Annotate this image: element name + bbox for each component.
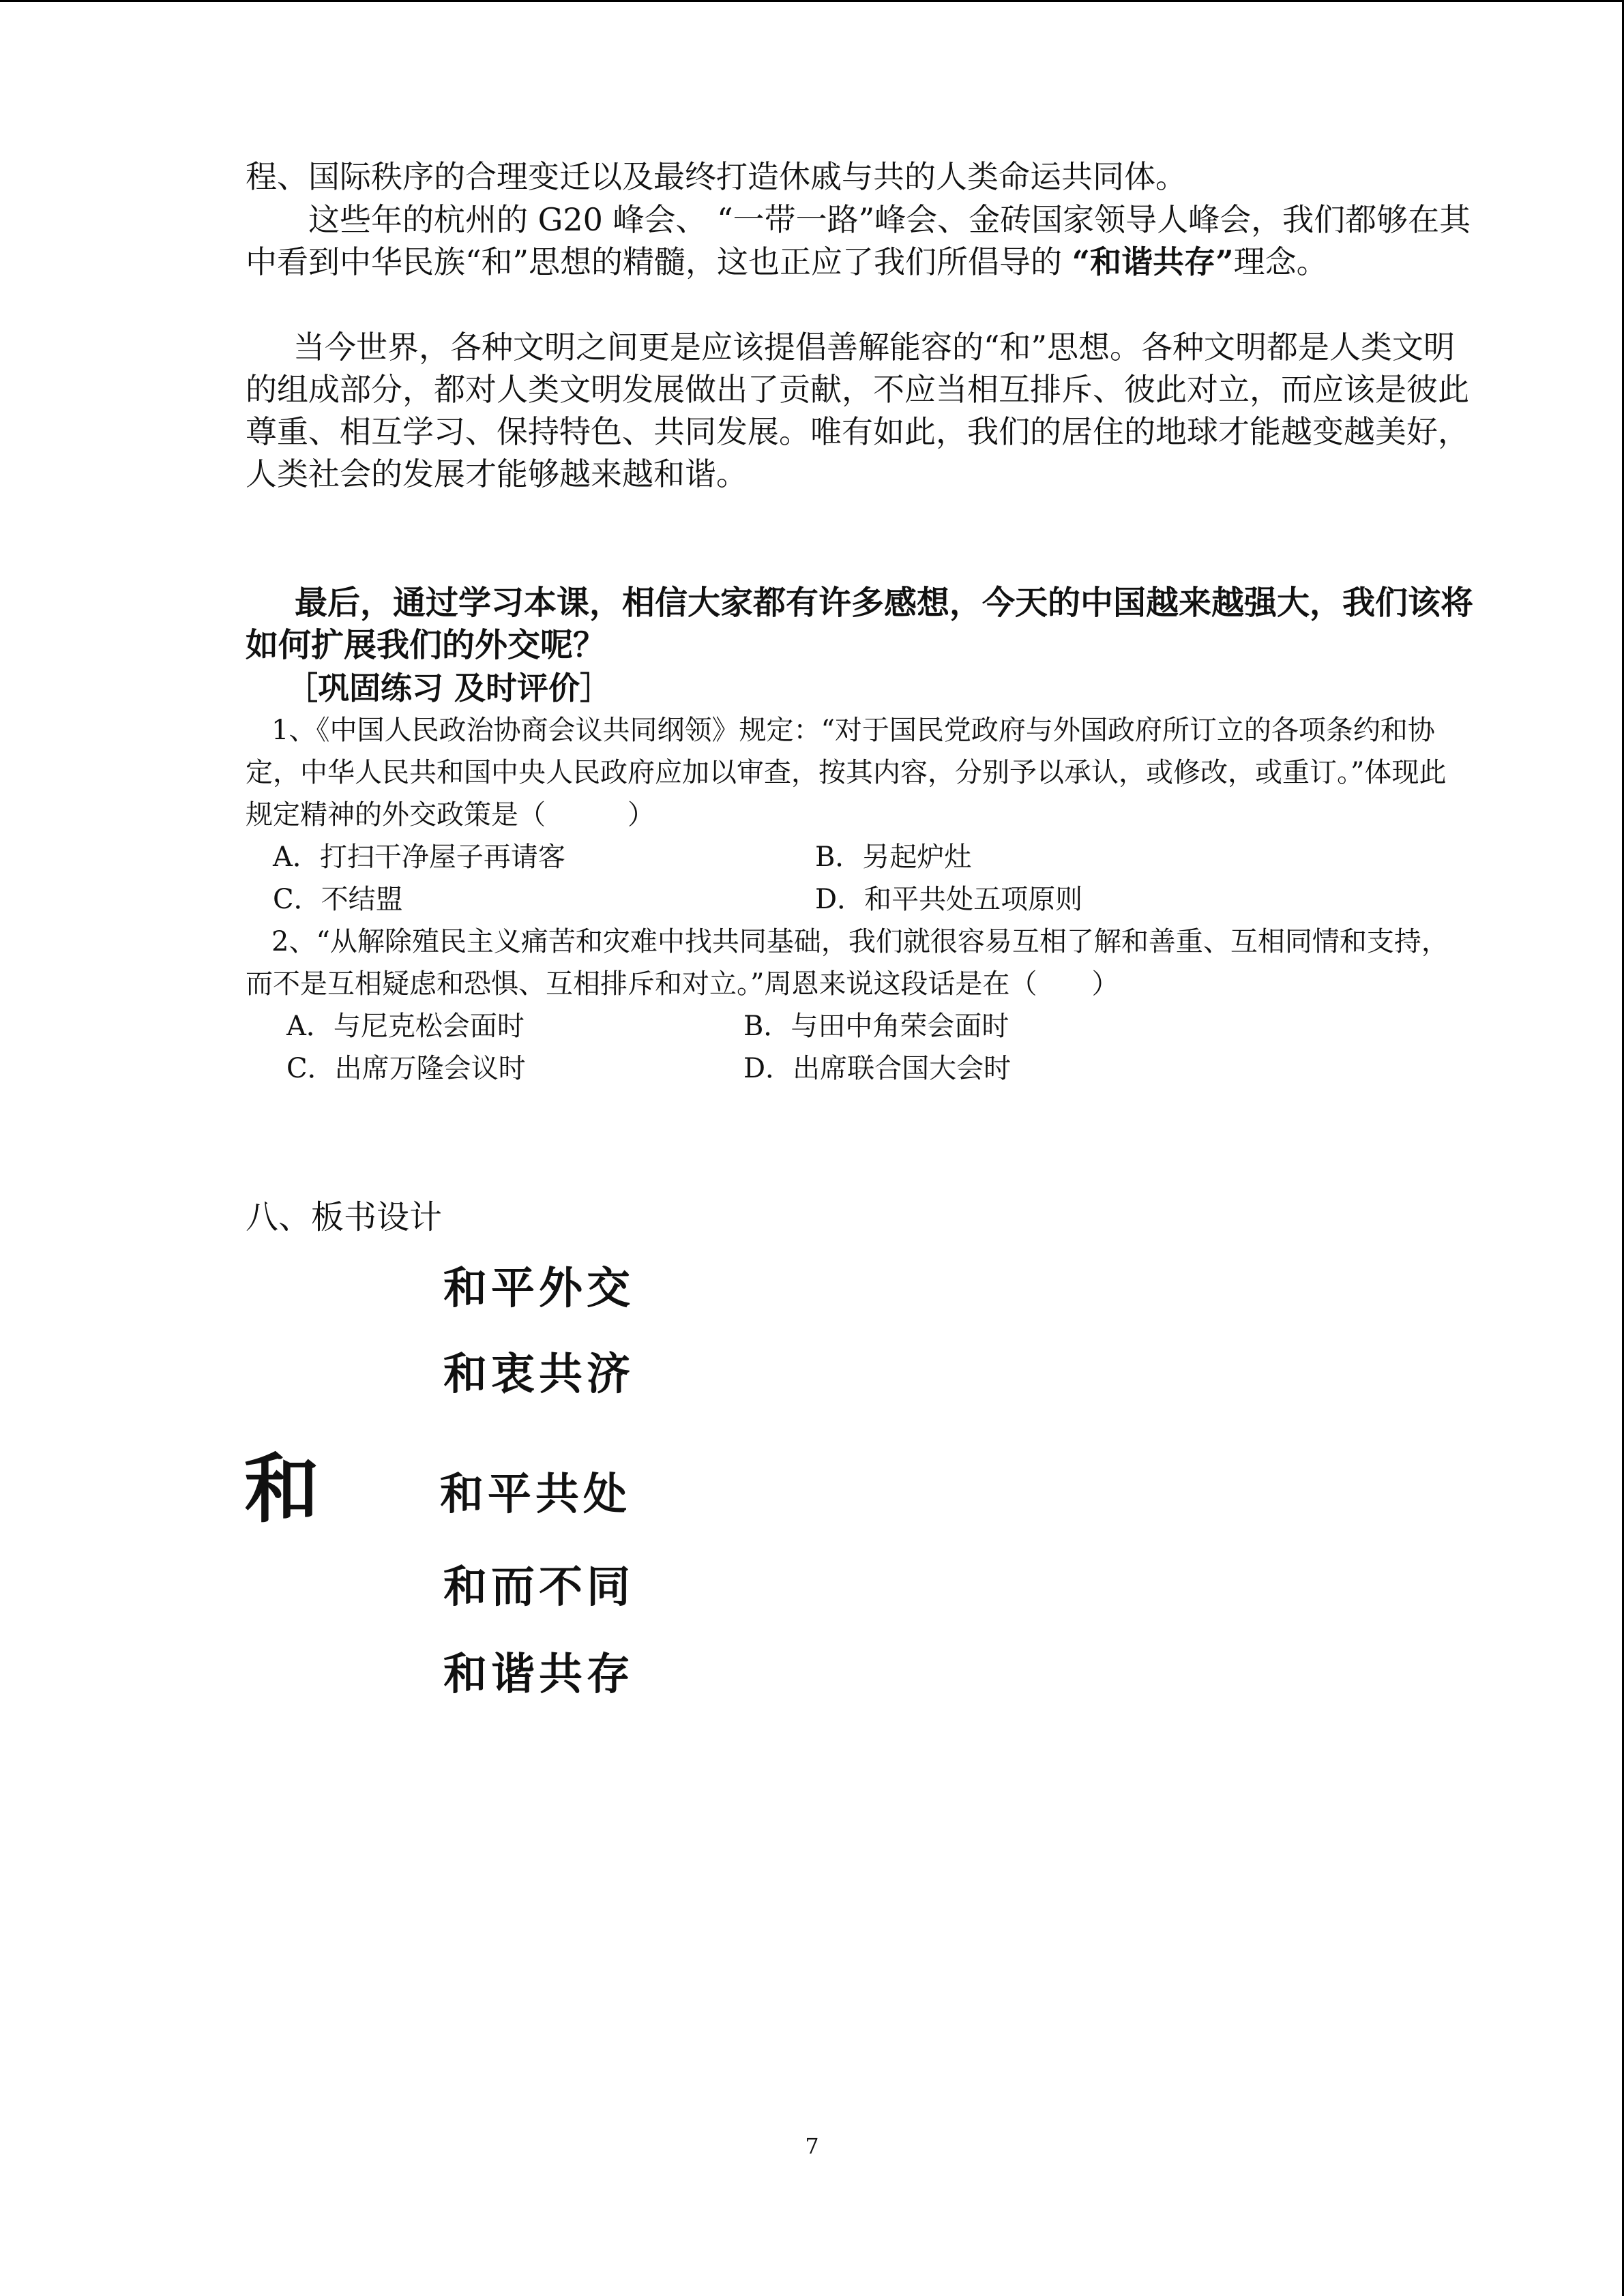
paragraph-2-tail: 理念。	[1233, 243, 1328, 280]
q1-option-c: C．不结盟	[273, 884, 403, 915]
board-item-1: 和平外交	[443, 1263, 634, 1314]
paragraph-1: 程、国际秩序的合理变迁以及最终打造休戚与共的人类命运共同体。	[246, 158, 1187, 195]
q1-option-d: D．和平共处五项原则	[815, 884, 1083, 915]
page-number: 7	[805, 2133, 819, 2159]
board-item-4: 和而不同	[443, 1562, 634, 1613]
q2-option-c: C．出席万隆会议时	[286, 1053, 526, 1084]
board-item-5: 和谐共存	[443, 1649, 634, 1700]
board-item-3: 和平共处	[440, 1469, 631, 1520]
paragraph-2-bold: “和谐共存”	[1072, 243, 1234, 280]
closing-question: 最后，通过学习本课，相信大家都有许多感想，今天的中国越来越强大，我们该将如何扩展我们的外交呢？	[246, 584, 1474, 664]
q1-option-a: A．打扫干净屋子再请客	[273, 841, 565, 873]
paragraph-2-text: 这些年的杭州的 G20 峰会、 “一带一路”峰会、金砖国家领导人峰会，我们都够在其中看到中华民族“和”思想的精髓，这也正应了我们所倡导的	[246, 201, 1471, 280]
q1-option-b: B．另起炉灶	[815, 841, 972, 873]
paragraph-2	[246, 198, 1473, 283]
question-1: 1、《中国人民政治协商会议共同纲领》规定：“对于国民党政府与外国政府所订立的各项条约和协定，中华人民共和国中央人民政府应加以审查，按其内容，分别予以承认，或修改，或重订。”体现此规定精神的外交政策是（ ）	[246, 715, 1447, 831]
question-2: 2、“从解除殖民主义痛苦和灾难中找共同基础，我们就很容易互相了解和善重、互相同情和支持，而不是互相疑虑和恐惧、互相排斥和对立。”周恩来说这段话是在（ ）	[246, 926, 1449, 1000]
q2-option-d: D．出席联合国大会时	[743, 1053, 1012, 1084]
board-section-title: 八、板书设计	[246, 1198, 443, 1236]
board-center-character: 和	[244, 1445, 319, 1533]
paragraph-3: 当今世界，各种文明之间更是应该提倡善解能容的“和”思想。各种文明都是人类文明的组成部分，都对人类文明发展做出了贡献，不应当相互排斥、彼此对立，而应该是彼此尊重、相互学习、保持特色、共同发展。唯有如此，我们的居住的地球才能越变越美好，人类社会的发展才能够越来越和谐。	[246, 329, 1469, 492]
page-border-top	[0, 0, 1624, 2]
q2-option-a: A．与尼克松会面时	[286, 1011, 525, 1042]
exercise-heading: ［巩固练习 及时评价］	[286, 670, 612, 706]
q2-option-b: B．与田中角荣会面时	[743, 1011, 1009, 1042]
board-item-2: 和衷共济	[443, 1349, 634, 1400]
